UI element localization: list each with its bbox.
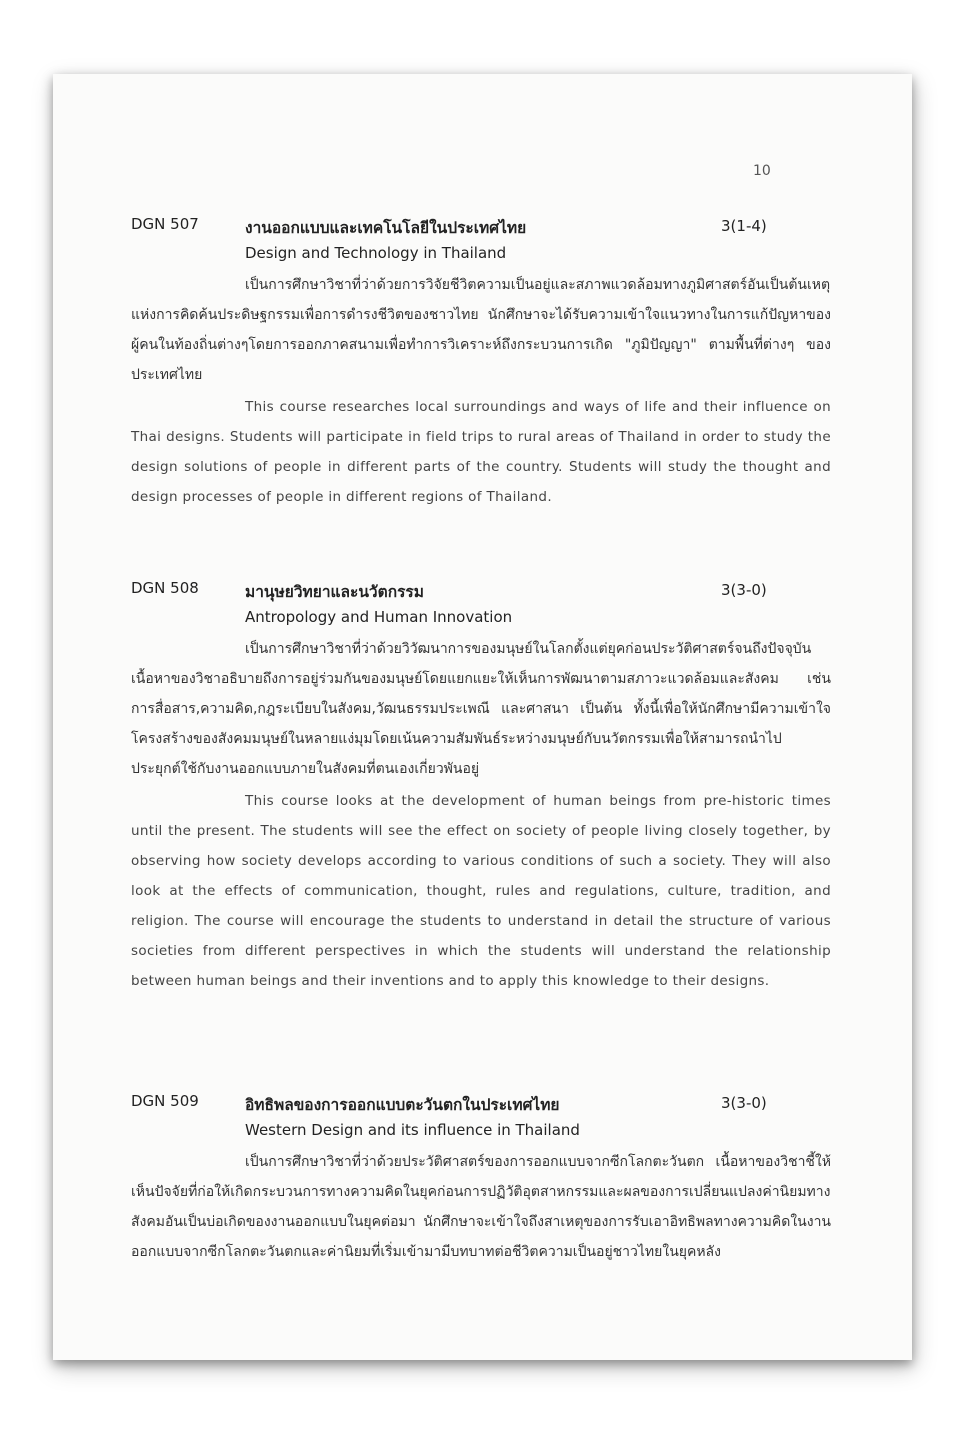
course-title-thai: งานออกแบบและเทคโนโลยีในประเทศไทย	[245, 219, 527, 237]
page-number: 10	[753, 163, 771, 179]
course-code: DGN 507	[131, 215, 199, 233]
course-description-english: This course looks at the development of human beings from pre-historic times until the present. The students will see the effect on society of people living closely together, by observing how society develops according to various conditions of such a society. They will also look at the effects of communication, thought, rules and regulations, culture, tradition, and religion. The course will encourage the students to understand in detail the structure of various societies from different perspectives in which the students will understand the relationship between human beings and their inventions and to apply this knowledge to their designs.	[131, 793, 831, 989]
course-dgn-508	[131, 579, 831, 996]
course-title-english: Western Design and its influence in Thailand	[245, 1121, 580, 1139]
course-dgn-509	[131, 1092, 831, 1267]
course-credits: 3(3-0)	[721, 581, 767, 599]
course-dgn-507	[131, 215, 831, 512]
course-credits: 3(1-4)	[721, 217, 767, 235]
course-description-thai: เป็นการศึกษาวิชาที่ว่าด้วยการวิจัยชีวิตความเป็นอยู่และสภาพแวดล้อมทางภูมิศาสตร์อันเป็นต้นเหตุแห่งการคิดค้นประดิษฐกรรมเพื่อการดำรงชีวิตของชาวไทย นักศึกษาจะได้รับความเข้าใจแนวทางในการแก้ปัญหาของผู้คนในท้องถิ่นต่างๆโดยการออกภาคสนามเพื่อทำการวิเคราะห์ถึงกระบวนการเกิด "ภูมิปัญญา" ตามพื้นที่ต่างๆ ของประเทศไทย	[131, 277, 831, 383]
course-title-thai: อิทธิพลของการออกแบบตะวันตกในประเทศไทย	[245, 1096, 560, 1114]
course-title-english: Design and Technology in Thailand	[245, 244, 507, 262]
course-description-thai: เป็นการศึกษาวิชาที่ว่าด้วยวิวัฒนาการของมนุษย์ในโลกตั้งแต่ยุคก่อนประวัติศาสตร์จนถึงปัจจุบัน เนื้อหาของวิชาอธิบายถึงการอยู่ร่วมกันของมนุษย์โดยแยกแยะให้เห็นการพัฒนาตามสภาวะแวดล้อมและสังคม เช่น การสื่อสาร,ความคิด,กฎระเบียบในสังคม,วัฒนธรรมประเพณี และศาสนา เป็นต้น ทั้งนี้เพื่อให้นักศึกษามีความเข้าใจโครงสร้างของสังคมมนุษย์ในหลายแง่มุมโดยเน้นความสัมพันธ์ระหว่างมนุษย์กับนวัตกรรมเพื่อให้สามารถนำไปประยุกต์ใช้กับงานออกแบบภายในสังคมที่ตนเองเกี่ยวพันอยู่	[131, 641, 831, 777]
course-header	[131, 215, 831, 243]
course-header	[131, 1092, 831, 1120]
document-page	[53, 74, 912, 1360]
course-title-thai: มานุษยวิทยาและนวัตกรรม	[245, 583, 424, 601]
course-description-english: This course researches local surroundings and ways of life and their influence on Thai designs. Students will participate in field trips to rural areas of Thailand in order to study the design solutions of people in different parts of the country. Students will study the thought and design processes of people in different regions of Thailand.	[131, 399, 831, 505]
course-credits: 3(3-0)	[721, 1094, 767, 1112]
course-header	[131, 579, 831, 607]
course-code: DGN 509	[131, 1092, 199, 1110]
course-description-thai: เป็นการศึกษาวิชาที่ว่าด้วยประวัติศาสตร์ของการออกแบบจากซีกโลกตะวันตก เนื้อหาของวิชาชี้ให้เห็นปัจจัยที่ก่อให้เกิดกระบวนการทางความคิดในยุคก่อนการปฏิวัติอุตสาหกรรมและผลของการเปลี่ยนแปลงค่านิยมทางสังคมอันเป็นบ่อเกิดของงานออกแบบในยุคต่อมา นักศึกษาจะเข้าใจถึงสาเหตุของการรับเอาอิทธิพลทางความคิดในงานออกแบบจากซีกโลกตะวันตกและค่านิยมที่เริ่มเข้ามามีบทบาทต่อชีวิตความเป็นอยู่ชาวไทยในยุคหลัง	[131, 1154, 831, 1260]
course-code: DGN 508	[131, 579, 199, 597]
course-title-english: Antropology and Human Innovation	[245, 608, 513, 626]
